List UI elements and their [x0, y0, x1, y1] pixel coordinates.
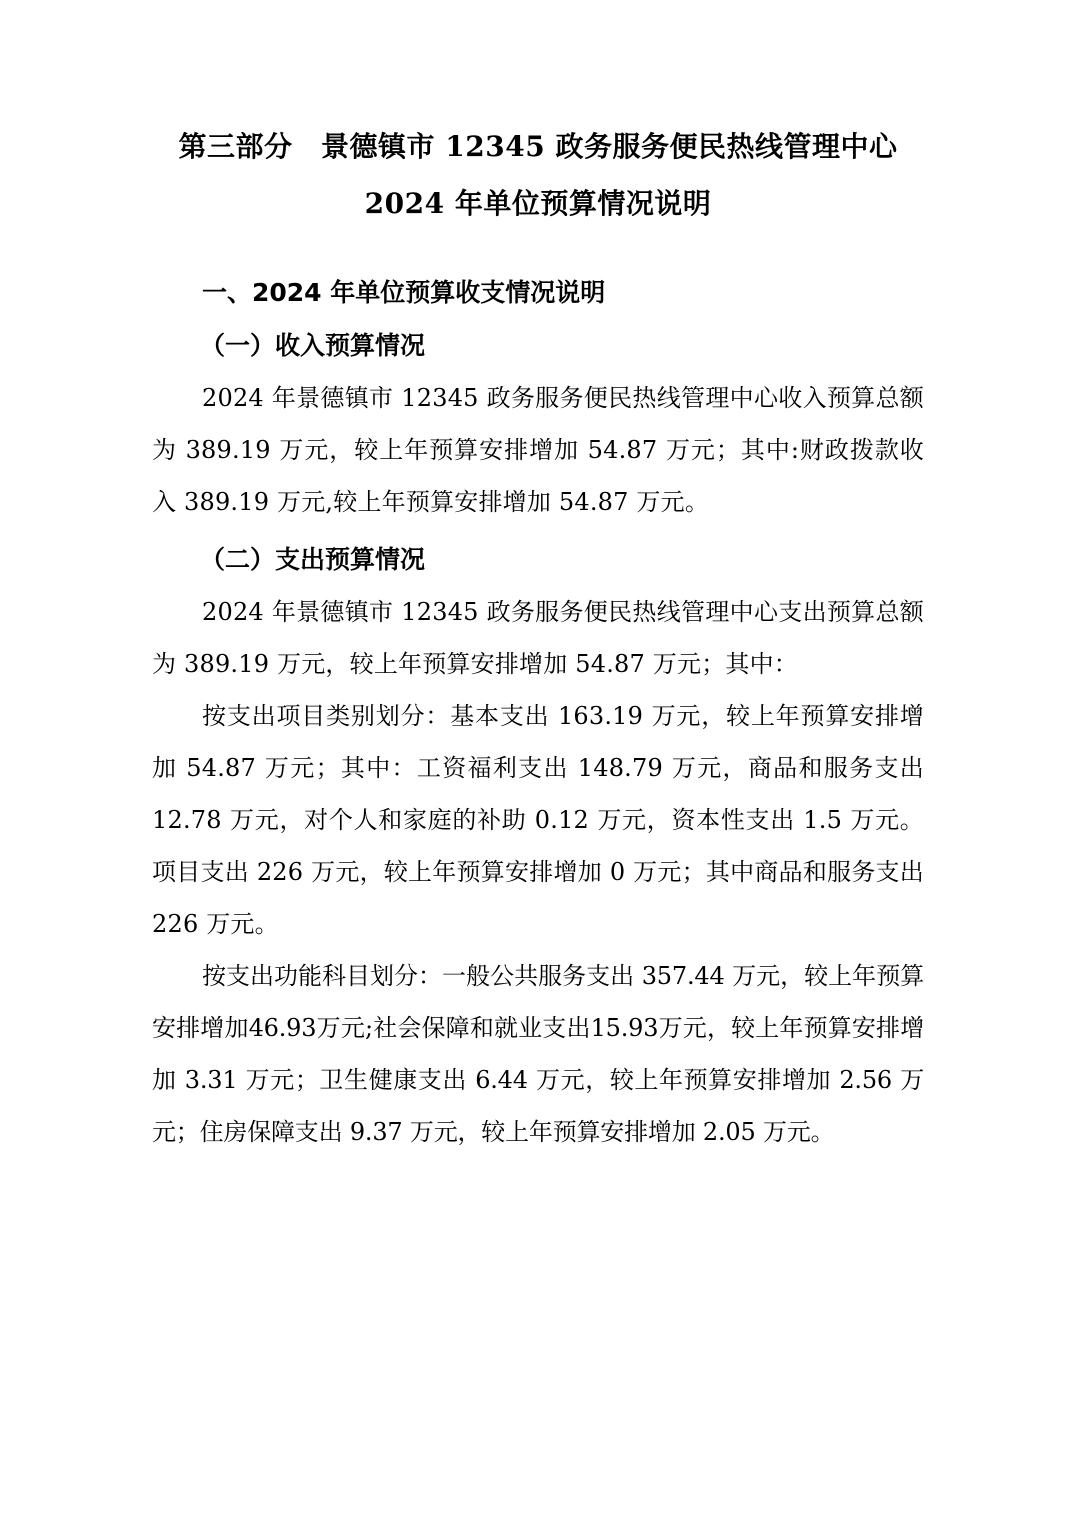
paragraph-expenditure-3: 按支出功能科目划分：一般公共服务支出 357.44 万元，较上年预算安排增加46.93万元;社会保障和就业支出15.93万元，较上年预算安排增加 3.31 万元；卫生健康支出 6.44 万元，较上年预算安排增加 2.56 万元；住房保障支出 9.37 万元，较上年预算安排增加 2.05 万元。	[152, 962, 924, 1146]
paragraph-income-1: 2024 年景德镇市 12345 政务服务便民热线管理中心收入预算总额为 389.19 万元，较上年预算安排增加 54.87 万元；其中:财政拨款收入 389.19 万元,较上年预算安排增加 54.87 万元。	[152, 384, 924, 516]
paragraph-expenditure-1: 2024 年景德镇市 12345 政务服务便民热线管理中心支出预算总额为 389.19 万元，较上年预算安排增加 54.87 万元；其中：	[152, 598, 924, 678]
section-heading-1: 一、2024 年单位预算收支情况说明	[202, 278, 606, 307]
document-title-line-2: 2024 年单位预算情况说明	[364, 187, 712, 220]
subsection-heading-income: （一）收入预算情况	[200, 331, 426, 360]
document-title	[152, 118, 924, 232]
paragraph-expenditure-2: 按支出项目类别划分：基本支出 163.19 万元，较上年预算安排增加 54.87 万元；其中：工资福利支出 148.79 万元，商品和服务支出 12.78 万元，对个人和家庭的补助 0.12 万元，资本性支出 1.5 万元。项目支出 226 万元，较上年预算安排增加 0 万元；其中商品和服务支出 226 万元。	[152, 702, 924, 938]
document-title-line-1: 第三部分 景德镇市 12345 政务服务便民热线管理中心	[178, 130, 898, 163]
subsection-heading-expenditure: （二）支出预算情况	[200, 545, 426, 574]
